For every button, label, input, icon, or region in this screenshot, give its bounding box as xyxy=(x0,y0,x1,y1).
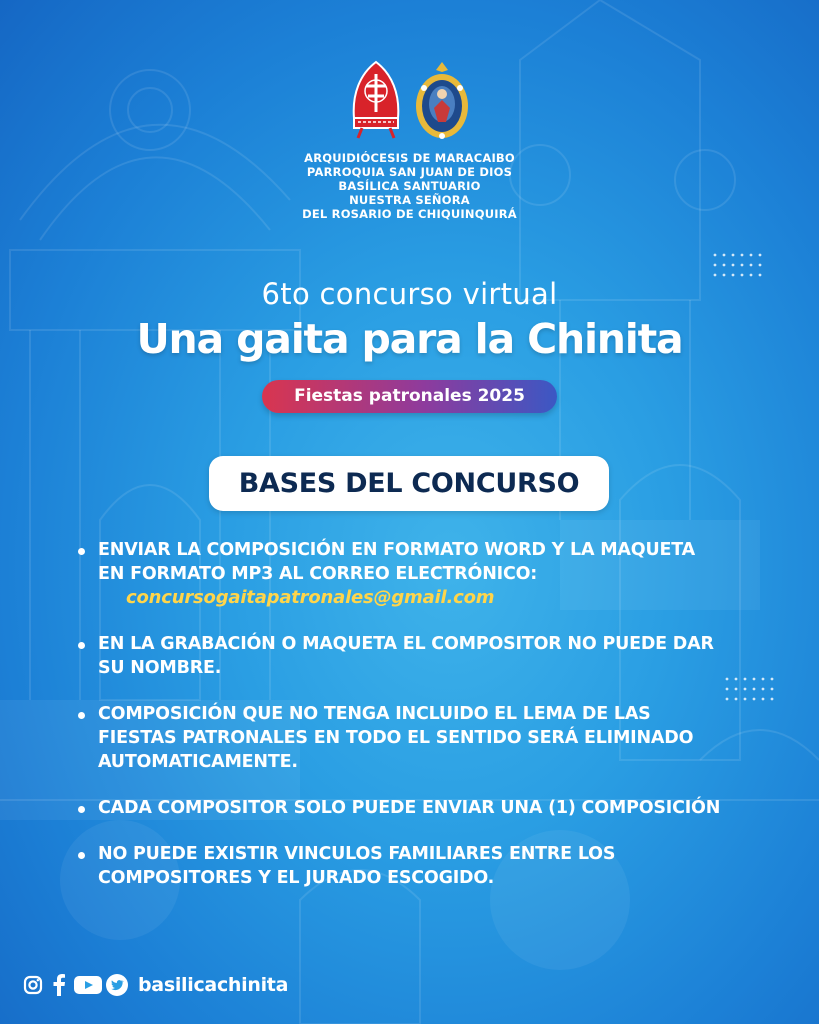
logos xyxy=(0,60,819,142)
org-line: PARROQUIA SAN JUAN DE DIOS xyxy=(306,165,513,179)
rules-list xyxy=(74,538,794,890)
event-badge: Fiestas patronales 2025 xyxy=(262,380,557,413)
org-line: NUESTRA SEÑORA xyxy=(349,193,470,207)
social-handle[interactable]: basilicachinita xyxy=(138,974,289,996)
rule-item xyxy=(74,632,794,680)
rule-line: COMPOSICIÓN QUE NO TENGA INCLUIDO EL LEMA DE LAS xyxy=(98,704,651,724)
org-line: BASÍLICA SANTUARIO xyxy=(338,179,481,193)
rule-line: AUTOMATICAMENTE. xyxy=(98,752,298,772)
rule-item xyxy=(74,796,794,820)
rule-item xyxy=(74,538,794,610)
social-bar xyxy=(22,972,288,998)
instagram-icon[interactable] xyxy=(22,974,44,996)
org-line: ARQUIDIÓCESIS DE MARACAIBO xyxy=(304,151,515,165)
youtube-icon[interactable] xyxy=(74,974,102,996)
rule-line: EN LA GRABACIÓN O MAQUETA EL COMPOSITOR NO PUEDE DAR xyxy=(98,634,714,654)
event-title: Una gaita para la Chinita xyxy=(136,315,683,363)
rule-line: CADA COMPOSITOR SOLO PUEDE ENVIAR UNA (1) COMPOSICIÓN xyxy=(98,798,721,818)
twitter-icon[interactable] xyxy=(106,974,128,996)
rule-line: COMPOSITORES Y EL JURADO ESCOGIDO. xyxy=(98,868,495,888)
rule-line: SU NOMBRE. xyxy=(98,658,222,678)
section-title: BASES DEL CONCURSO xyxy=(209,456,609,511)
rule-item xyxy=(74,842,794,890)
rule-line: FIESTAS PATRONALES EN TODO EL SENTIDO SERÁ ELIMINADO xyxy=(98,728,694,748)
rule-line: NO PUEDE EXISTIR VINCULOS FAMILIARES ENTRE LOS xyxy=(98,844,616,864)
org-line: DEL ROSARIO DE CHIQUINQUIRÁ xyxy=(302,207,517,221)
facebook-icon[interactable] xyxy=(48,974,70,996)
event-subtitle: 6to concurso virtual xyxy=(261,277,558,311)
rule-line: EN FORMATO MP3 AL CORREO ELECTRÓNICO: xyxy=(98,564,538,584)
contest-email[interactable]: concursogaitapatronales@gmail.com xyxy=(126,587,495,608)
organization-name xyxy=(0,151,819,221)
mitre-cross-logo xyxy=(348,60,404,140)
rule-line: ENVIAR LA COMPOSICIÓN EN FORMATO WORD Y LA MAQUETA xyxy=(98,540,695,560)
virgin-chiquinquira-emblem xyxy=(412,60,472,142)
rule-item xyxy=(74,702,794,774)
